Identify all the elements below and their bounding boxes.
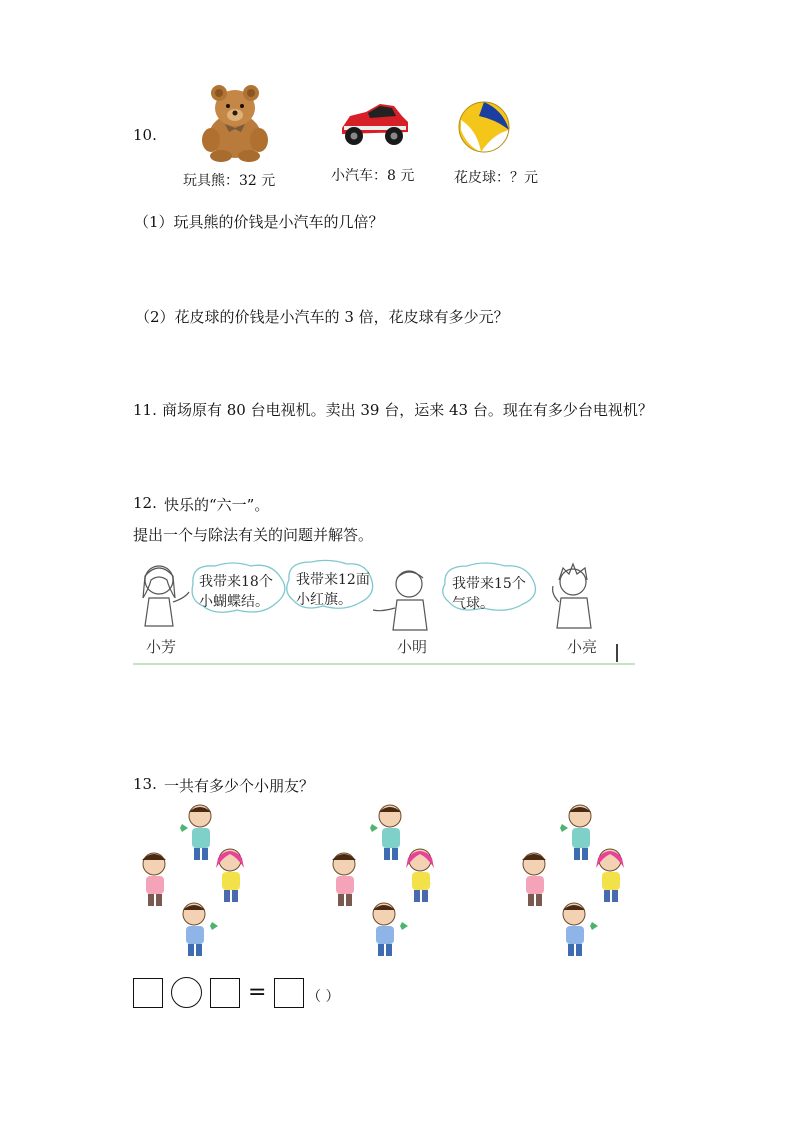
answer-box-1[interactable] <box>133 978 163 1008</box>
answer-box-3[interactable] <box>274 978 304 1008</box>
teddy-bear-price: 玩具熊：32 元 <box>183 173 276 189</box>
question-11-number: 11. <box>133 401 157 419</box>
bubble-3-line-2: 气球。 <box>452 596 494 612</box>
question-10-sub1: （1）玩具熊的价钱是小汽车的几倍？ <box>134 213 384 231</box>
name-xiaoliang: 小亮 <box>567 638 598 656</box>
question-11-text: 商场原有 80 台电视机。卖出 39 台，运来 43 台。现在有多少台电视机？ <box>162 401 653 419</box>
question-12-prompt: 提出一个与除法有关的问题并解答。 <box>133 526 374 544</box>
children-group-3 <box>522 805 624 956</box>
bubble-2-line-1: 我带来12面 <box>296 572 370 588</box>
question-10-sub2: （2）花皮球的价钱是小汽车的 3 倍，花皮球有多少元？ <box>135 308 509 326</box>
answer-box-2[interactable] <box>210 978 240 1008</box>
volleyball-image <box>457 100 511 154</box>
question-12-title: 快乐的“六一”。 <box>164 496 270 514</box>
name-xiaoming: 小明 <box>397 638 428 656</box>
bubble-1-line-1: 我带来18个 <box>199 574 273 590</box>
children-group-2 <box>332 805 434 956</box>
operator-circle[interactable] <box>171 977 202 1008</box>
unit-parentheses[interactable]: （ ） <box>307 989 340 1005</box>
ball-price: 花皮球：？元 <box>454 170 538 186</box>
boy-xiaoliang-figure <box>553 564 591 628</box>
equals-sign: = <box>248 980 267 1005</box>
bubble-2-line-2: 小红旗。 <box>296 592 352 608</box>
name-xiaofang: 小芳 <box>146 638 177 656</box>
question-12-number: 12. <box>133 494 157 512</box>
bubble-1-line-2: 小蝴蝶结。 <box>199 594 269 610</box>
boy-xiaoming-figure <box>373 571 427 630</box>
question-13-number: 13. <box>133 775 157 793</box>
toy-car-image <box>336 100 412 148</box>
children-groups-illustration <box>130 802 640 967</box>
question-10-number: 10. <box>133 126 157 144</box>
teddy-bear-image <box>195 80 275 162</box>
question-13-text: 一共有多少个小朋友？ <box>164 777 315 795</box>
girl-xiaofang-figure <box>143 566 189 626</box>
toy-car-price: 小汽车：8 元 <box>331 168 415 184</box>
bubble-3-line-1: 我带来15个 <box>452 576 526 592</box>
children-group-1 <box>142 805 244 956</box>
